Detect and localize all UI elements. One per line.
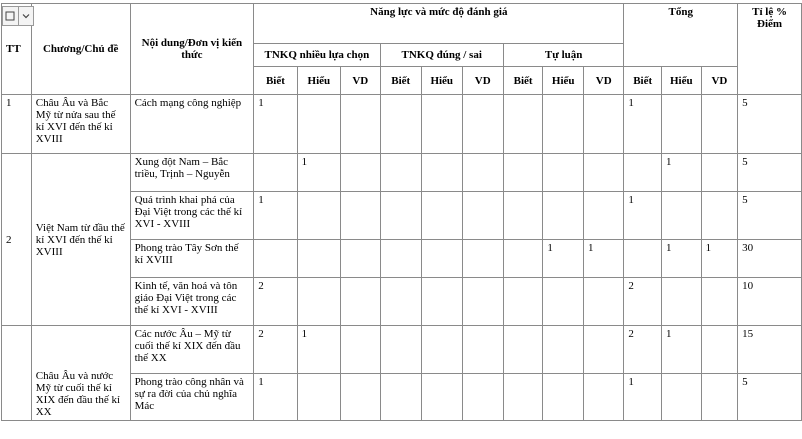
header-group-mcq: TNKQ nhiều lựa chọn [254, 44, 380, 67]
table-move-handle[interactable] [2, 6, 34, 26]
level-header: VD [462, 67, 503, 95]
table-cell [661, 192, 701, 240]
table-cell [543, 154, 584, 192]
level-header: Hiểu [661, 67, 701, 95]
table-cell: 1 [584, 240, 624, 278]
row-percent: 5 [738, 374, 802, 421]
table-cell: 2 [254, 326, 297, 374]
row-tt: 1 [2, 95, 32, 154]
level-header: Hiểu [421, 67, 462, 95]
row-percent: 5 [738, 154, 802, 192]
table-cell [543, 95, 584, 154]
level-header: VD [341, 67, 380, 95]
table-cell: 2 [624, 326, 662, 374]
table-row [2, 154, 802, 192]
table-cell [543, 192, 584, 240]
table-cell [543, 374, 584, 421]
table-cell [701, 154, 738, 192]
table-cell [341, 95, 380, 154]
level-header: Hiểu [297, 67, 341, 95]
table-cell [421, 240, 462, 278]
row-percent: 15 [738, 326, 802, 374]
table-cell [584, 154, 624, 192]
table-cell: 1 [254, 374, 297, 421]
row-tt [2, 326, 32, 421]
table-cell: 1 [254, 95, 297, 154]
table-cell [297, 95, 341, 154]
row-content: Phong trào Tây Sơn thế kỉ XVIII [130, 240, 254, 278]
table-row [2, 326, 802, 374]
row-content: Kinh tế, văn hoá và tôn giáo Đại Việt trong các thế kỉ XVI - XVIII [130, 278, 254, 326]
table-cell [503, 240, 543, 278]
row-chapter: Việt Nam từ đầu thế kỉ XVI đến thế kỉ XVIII [31, 154, 130, 326]
row-tt: 2 [2, 154, 32, 326]
table-cell: 1 [624, 192, 662, 240]
row-content: Xung đột Nam – Bắc triều, Trịnh – Nguyễn [130, 154, 254, 192]
level-header: Biết [254, 67, 297, 95]
table-cell [421, 95, 462, 154]
table-cell: 1 [661, 240, 701, 278]
row-content: Cách mạng công nghiệp [130, 95, 254, 154]
header-chapter: Chương/Chủ đề [31, 4, 130, 95]
table-cell [380, 154, 421, 192]
table-cell [341, 326, 380, 374]
table-cell [380, 278, 421, 326]
header-percent: Tỉ lệ % Điểm [738, 4, 802, 95]
level-header: Biết [503, 67, 543, 95]
table-cell [380, 326, 421, 374]
table-cell: 1 [297, 154, 341, 192]
row-percent: 5 [738, 192, 802, 240]
header-assessment: Năng lực và mức độ đánh giá [254, 4, 624, 44]
table-cell [543, 278, 584, 326]
row-chapter: Châu Âu và Bắc Mỹ từ nửa sau thế kỉ XVI đến thế kỉ XVIII [31, 95, 130, 154]
table-cell [503, 326, 543, 374]
table-cell [701, 95, 738, 154]
table-cell [341, 278, 380, 326]
table-cell: 2 [624, 278, 662, 326]
header-group-essay: Tự luận [503, 44, 624, 67]
level-header: Biết [624, 67, 662, 95]
table-cell [661, 278, 701, 326]
table-cell: 1 [624, 95, 662, 154]
table-cell [584, 374, 624, 421]
table-cell [254, 154, 297, 192]
row-chapter: Châu Âu và nước Mỹ từ cuối thế kỉ XIX đến đầu thế kỉ XX [31, 326, 130, 421]
table-cell [462, 240, 503, 278]
table-cell [503, 278, 543, 326]
table-cell [297, 374, 341, 421]
table-cell [624, 240, 662, 278]
table-cell [341, 374, 380, 421]
table-cell [341, 154, 380, 192]
table-cell [503, 192, 543, 240]
table-cell [584, 192, 624, 240]
level-header: Biết [380, 67, 421, 95]
table-row [2, 95, 802, 154]
table-cell [462, 374, 503, 421]
header-tt: TT [2, 4, 32, 95]
table-cell [661, 95, 701, 154]
level-header: VD [701, 67, 738, 95]
table-cell [503, 154, 543, 192]
table-move-handle-icon[interactable] [3, 7, 18, 25]
table-cell [462, 278, 503, 326]
table-cell [380, 374, 421, 421]
table-cell [462, 95, 503, 154]
table-cell [584, 95, 624, 154]
table-cell [584, 278, 624, 326]
table-cell: 1 [661, 154, 701, 192]
level-header: Hiểu [543, 67, 584, 95]
chevron-down-icon[interactable] [18, 7, 34, 25]
row-percent: 10 [738, 278, 802, 326]
table-cell [624, 154, 662, 192]
table-cell [341, 240, 380, 278]
table-cell: 2 [254, 278, 297, 326]
table-cell [421, 192, 462, 240]
table-cell [297, 192, 341, 240]
table-cell [462, 154, 503, 192]
table-cell [421, 278, 462, 326]
table-cell [503, 374, 543, 421]
table-cell [380, 192, 421, 240]
table-cell [254, 240, 297, 278]
table-cell [584, 326, 624, 374]
row-percent: 30 [738, 240, 802, 278]
row-content: Các nước Âu – Mỹ từ cuối thế kỉ XIX đến đầu thế XX [130, 326, 254, 374]
level-header: VD [584, 67, 624, 95]
header-content: Nội dung/Đơn vị kiến thức [130, 4, 254, 95]
table-cell [297, 240, 341, 278]
table-cell [421, 326, 462, 374]
table-cell: 1 [661, 326, 701, 374]
header-group-truefalse: TNKQ đúng / sai [380, 44, 503, 67]
row-content: Quá trình khai phá của Đại Việt trong các thế kỉ XVI - XVIII [130, 192, 254, 240]
table-cell [380, 95, 421, 154]
table-cell [701, 326, 738, 374]
table-cell [341, 192, 380, 240]
table-cell [503, 95, 543, 154]
table-cell [701, 192, 738, 240]
table-cell [462, 192, 503, 240]
table-cell [421, 374, 462, 421]
table-cell [701, 278, 738, 326]
table-cell: 1 [254, 192, 297, 240]
table-cell [297, 278, 341, 326]
table-cell: 1 [543, 240, 584, 278]
table-cell: 1 [701, 240, 738, 278]
header-total: Tổng [624, 4, 738, 67]
assessment-matrix-table [1, 3, 802, 421]
table-cell [543, 326, 584, 374]
table-cell: 1 [297, 326, 341, 374]
table-cell [380, 240, 421, 278]
table-cell: 1 [624, 374, 662, 421]
table-cell [421, 154, 462, 192]
table-cell [462, 326, 503, 374]
table-cell [701, 374, 738, 421]
table-cell [661, 374, 701, 421]
row-percent: 5 [738, 95, 802, 154]
row-content: Phong trào công nhân và sự ra đời của chủ nghĩa Mác [130, 374, 254, 421]
